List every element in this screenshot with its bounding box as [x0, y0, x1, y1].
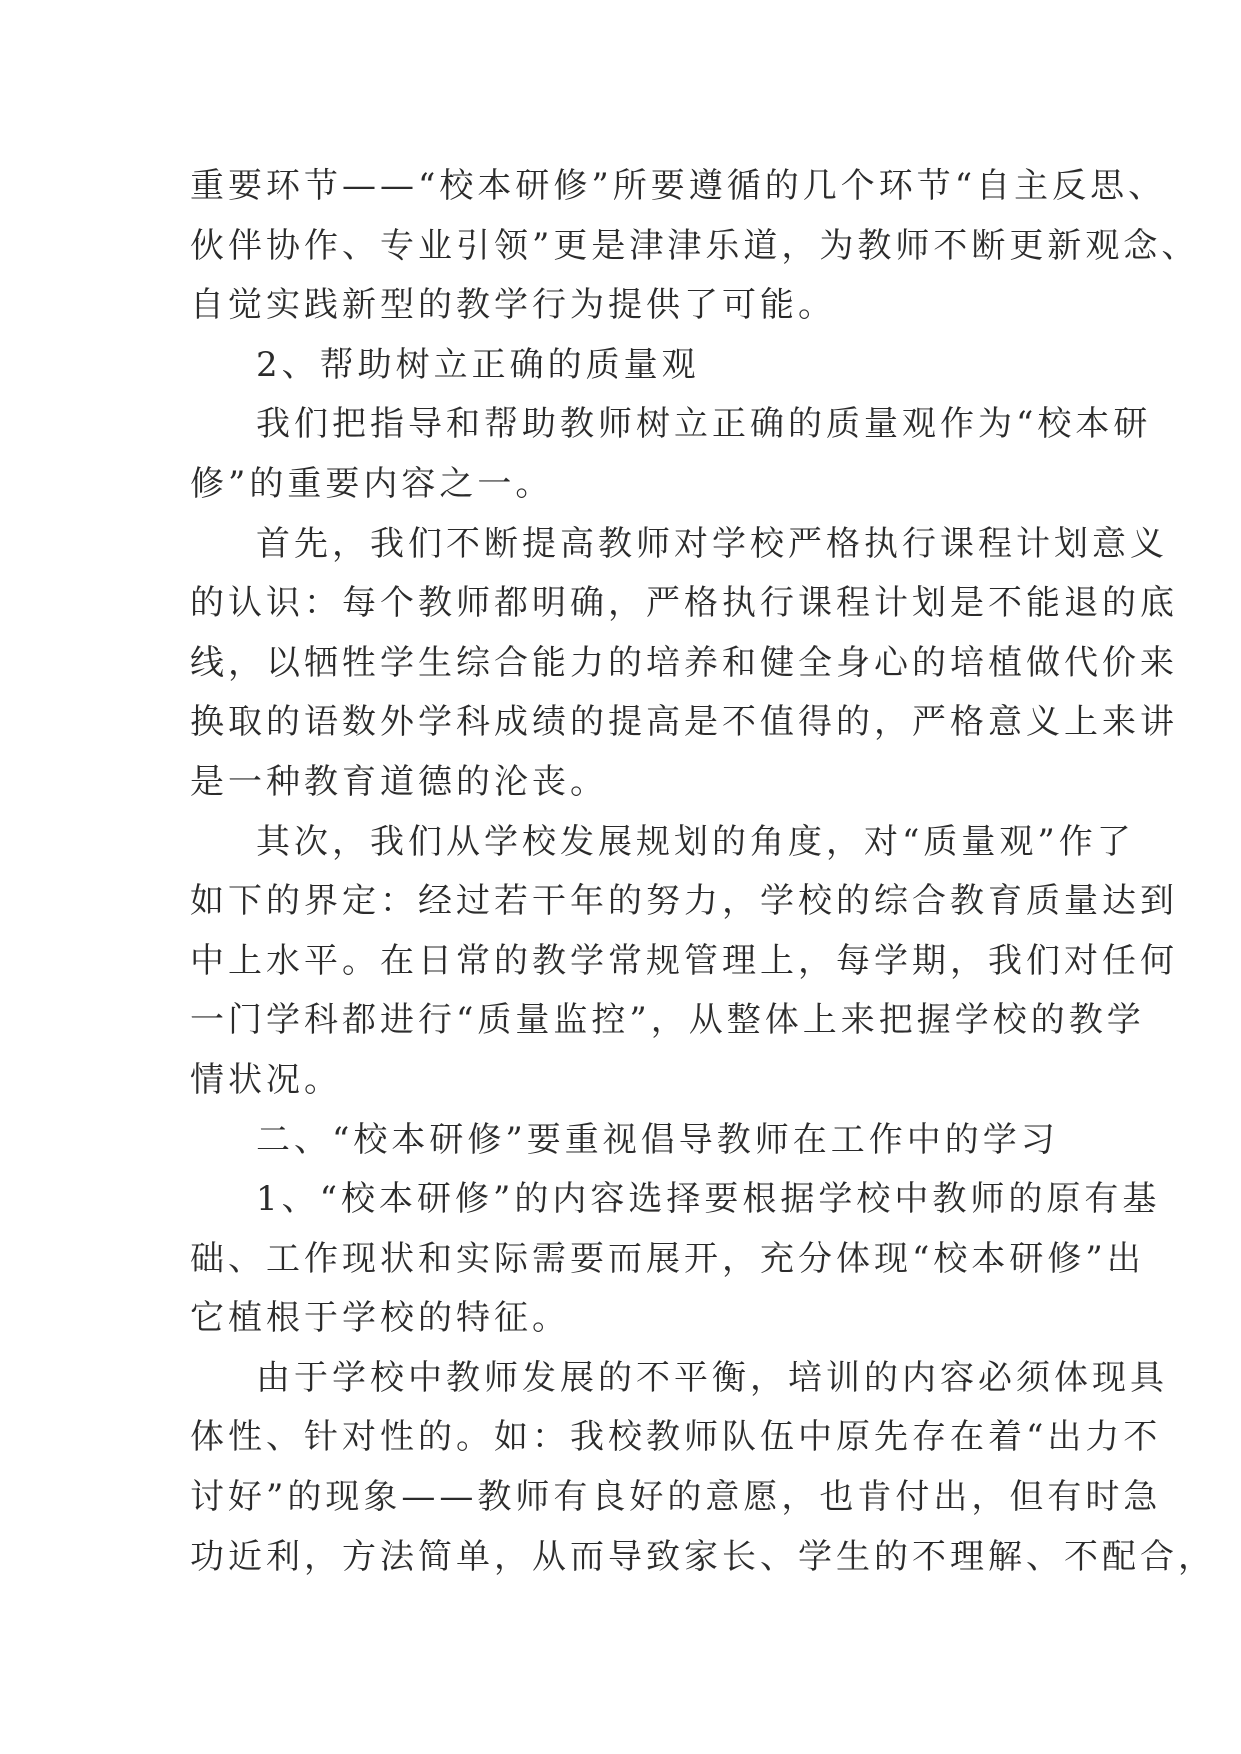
text-line: 中上水平。在日常的教学常规管理上，每学期，我们对任何: [190, 940, 1178, 981]
section-heading: 二、“校本研修”要重视倡导教师在工作中的学习: [256, 1119, 1059, 1160]
text-line: 换取的语数外学科成绩的提高是不值得的，严格意义上来讲: [190, 702, 1178, 743]
text-line: 础、工作现状和实际需要而展开，充分体现“校本研修”出: [190, 1238, 1145, 1279]
text-line: 由于学校中教师发展的不平衡，培训的内容必须体现具: [256, 1357, 1168, 1398]
section-heading: 2、帮助树立正确的质量观: [256, 344, 700, 385]
text-line: 功近利，方法简单，从而导致家长、学生的不理解、不配合，: [190, 1536, 1216, 1577]
text-line: 它植根于学校的特征。: [190, 1298, 570, 1339]
text-line: 我们把指导和帮助教师树立正确的质量观作为“校本研: [256, 404, 1152, 445]
text-line: 体性、针对性的。如：我校教师队伍中原先存在着“出力不: [190, 1417, 1162, 1458]
text-line: 重要环节——“校本研修”所要遵循的几个环节“自主反思、: [190, 166, 1167, 206]
text-line: 伙伴协作、专业引领”更是津津乐道，为教师不断更新观念、: [190, 225, 1200, 266]
text-line: 一门学科都进行“质量监控”，从整体上来把握学校的教学: [190, 1000, 1145, 1041]
text-line: 修”的重要内容之一。: [190, 463, 554, 504]
text-line: 线，以牺牲学生综合能力的培养和健全身心的培植做代价来: [190, 642, 1178, 683]
text-line: 的认识：每个教师都明确，严格执行课程计划是不能退的底: [190, 583, 1178, 624]
text-line: 其次，我们从学校发展规划的角度，对“质量观”作了: [256, 821, 1135, 862]
text-line: 首先，我们不断提高教师对学校严格执行课程计划意义: [256, 523, 1168, 564]
text-line: 如下的界定：经过若干年的努力，学校的综合教育质量达到: [190, 881, 1178, 922]
text-line: 讨好”的现象——教师有良好的意愿，也肯付出，但有时急: [190, 1477, 1162, 1518]
text-line: 情状况。: [190, 1059, 342, 1100]
text-line: 是一种教育道德的沦丧。: [190, 761, 608, 802]
body-text: [190, 157, 1216, 1587]
text-line: 自觉实践新型的教学行为提供了可能。: [190, 285, 836, 326]
text-line: 1、“校本研修”的内容选择要根据学校中教师的原有基: [256, 1179, 1161, 1220]
